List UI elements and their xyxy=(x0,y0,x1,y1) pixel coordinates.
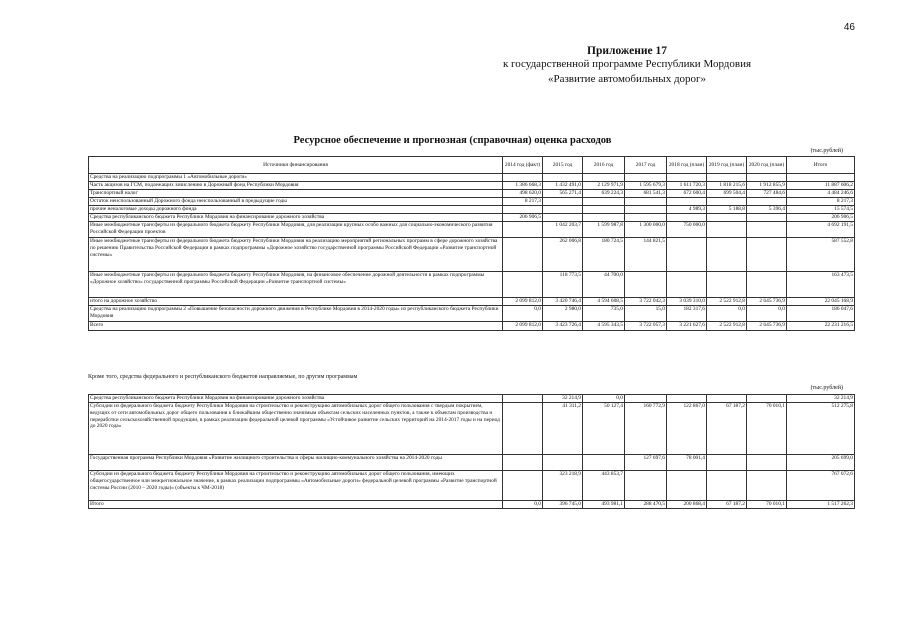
row-value xyxy=(625,272,667,298)
row-value: 1 300 000,0 xyxy=(625,222,667,238)
row-value xyxy=(503,174,543,182)
row-value: 1 912 855,9 xyxy=(747,182,787,190)
row-value: 2 645 736,9 xyxy=(747,298,787,306)
row-value: 727 484,6 xyxy=(747,190,787,198)
header-year-5: 2018 год (план) xyxy=(667,157,707,174)
table-row xyxy=(89,214,855,222)
row-value: 118 773,5 xyxy=(543,272,583,298)
row-value xyxy=(503,206,543,214)
row-value: 323 218,9 xyxy=(543,471,583,501)
row-value: 4 989,3 xyxy=(667,206,707,214)
table-row xyxy=(89,198,855,206)
table-row xyxy=(89,206,855,214)
appendix-title: Приложение 17 xyxy=(587,45,667,57)
row-value: 565 271,4 xyxy=(543,190,583,198)
row-value: 2 099 812,0 xyxy=(503,298,543,306)
row-value xyxy=(503,272,543,298)
row-value: 2 522 912,8 xyxy=(707,322,747,331)
row-value xyxy=(583,455,625,471)
table-row xyxy=(89,298,855,306)
row-value: 5 396,4 xyxy=(747,206,787,214)
row-value: 3 423 726,4 xyxy=(543,322,583,331)
unit-label-1: (тыс.рублей) xyxy=(810,148,843,154)
header-year-7: 2020 год (план) xyxy=(747,157,787,174)
row-value xyxy=(543,206,583,214)
row-value: 3 221 627,6 xyxy=(667,322,707,331)
row-value: 3 039 310,0 xyxy=(667,298,707,306)
table-row xyxy=(89,272,855,298)
row-value: 70 010,1 xyxy=(747,501,787,509)
table-title: Ресурсное обеспечение и прогнозная (справочная) оценка расходов xyxy=(293,135,612,146)
row-value xyxy=(707,222,747,238)
appendix-line-1: к государственной программе Республики Мордовия xyxy=(502,58,752,70)
row-value xyxy=(667,214,707,222)
table-row xyxy=(89,403,855,455)
row-value: 206 906,5 xyxy=(787,214,855,222)
row-value: 1 595 679,3 xyxy=(625,182,667,190)
row-value xyxy=(583,214,625,222)
table-row xyxy=(89,395,855,403)
row-value: 4 484 246,6 xyxy=(787,190,855,198)
table-row xyxy=(89,306,855,322)
row-value xyxy=(667,272,707,298)
table-row xyxy=(89,222,855,238)
row-value xyxy=(707,198,747,206)
row-value: 3 722 057,3 xyxy=(625,322,667,331)
table-row xyxy=(89,238,855,272)
table-row xyxy=(89,501,855,509)
row-value xyxy=(583,174,625,182)
row-value xyxy=(707,395,747,403)
row-value: 8 217,3 xyxy=(503,198,543,206)
row-value: 32 214,9 xyxy=(543,395,583,403)
row-value: 443 853,7 xyxy=(583,471,625,501)
row-value xyxy=(543,198,583,206)
row-value xyxy=(543,455,583,471)
row-value: 186 047,6 xyxy=(787,306,855,322)
other-programs-table xyxy=(88,394,855,509)
row-label: Средства республиканского бюджета Республики Мордовия на финансирование дорожного хозяйства xyxy=(89,395,503,403)
row-value: 0,0 xyxy=(747,306,787,322)
row-value: 0,0 xyxy=(707,306,747,322)
row-value: 22 045 168,9 xyxy=(787,298,855,306)
row-value xyxy=(503,471,543,501)
table-row xyxy=(89,322,855,331)
row-label: Субсидии из федерального бюджета бюджету Республики Мордовия на строительство и реконструкцию автомобильных дорог общего пользования, имеющих общегосударственное или межрегиональное значение, в рамках реализации подпрограммы «Автомобильные дороги» федеральной целевой программы «Развитие транспортной системы России (2010 – 2020 годы)» (объекты к ЧМ-2018) xyxy=(89,471,503,501)
row-label: прочие неналоговые доходы дорожного фонда xyxy=(89,206,503,214)
row-value: 144 821,5 xyxy=(625,238,667,272)
row-value xyxy=(503,238,543,272)
row-value: 41 311,2 xyxy=(543,403,583,455)
row-value: 5 188,8 xyxy=(707,206,747,214)
row-value xyxy=(503,222,543,238)
header-year-4: 2017 год xyxy=(625,157,667,174)
row-value xyxy=(543,214,583,222)
header-year-6: 2019 год (план) xyxy=(707,157,747,174)
row-value: 4 595 343,5 xyxy=(583,322,625,331)
row-value xyxy=(503,395,543,403)
header-year-3: 2016 год xyxy=(583,157,625,174)
row-value: 4 692 191,5 xyxy=(787,222,855,238)
row-value: 206 906,5 xyxy=(503,214,543,222)
row-label: Часть акцизов на ГСМ, подлежащих зачислению в Дорожный фонд Республики Мордовия xyxy=(89,182,503,190)
row-value xyxy=(707,214,747,222)
row-value: 2 522 912,8 xyxy=(707,298,747,306)
row-value: 639 224,3 xyxy=(583,190,625,198)
row-value: 78 001,4 xyxy=(667,455,707,471)
row-label: Иные межбюджетные трансферты из федерального бюджета бюджету Республики Мордовия, для реализации крупных особо важных для социально-экономического развития Российской Федерации проектов xyxy=(89,222,503,238)
row-value: 1 386 668,3 xyxy=(503,182,543,190)
row-value xyxy=(747,198,787,206)
row-value: 767 072,6 xyxy=(787,471,855,501)
row-value: 1 517 262,3 xyxy=(787,501,855,509)
row-value: 493 981,1 xyxy=(583,501,625,509)
row-value: 1 611 720,3 xyxy=(667,182,707,190)
header-year-2: 2015 год xyxy=(543,157,583,174)
row-label: Субсидии из федерального бюджета бюджету Республики Мордовия на строительство и реконструкцию автомобильных дорог общего пользования с твердым покрытием, ведущих от сети автомобильных дорог общего пользования к ближайшим общественно значимым объектам сельских населенных пунктов, а также к объектам производства и переработки сельскохозяйственной продукции, в рамках реализации федеральной целевой программы «Устойчивое развитие сельских территорий на 2014-2017 годы и на период до 2020 года» xyxy=(89,403,503,455)
row-value: 3 420 746,4 xyxy=(543,298,583,306)
table-row xyxy=(89,455,855,471)
appendix-header xyxy=(467,45,787,87)
row-label: Иные межбюджетные трансферты из федерального бюджета бюджету Республики Мордовия на реализацию мероприятий региональных программ в сфере дорожного хозяйства по решению Правительства Российской Федерации в рамках подпрограммы «Дорожное хозяйство государственной программы Российской Федерации «Развитие транспортной системы» xyxy=(89,238,503,272)
row-label: Транспортный налог xyxy=(89,190,503,198)
row-value: 699 504,4 xyxy=(707,190,747,198)
row-label: итого на дорожное хозяйство xyxy=(89,298,503,306)
row-value: 4 594 608,5 xyxy=(583,298,625,306)
row-value: 15 574,5 xyxy=(787,206,855,214)
row-value xyxy=(747,471,787,501)
row-value: 498 620,0 xyxy=(503,190,543,198)
row-value xyxy=(667,238,707,272)
row-value: 288 470,5 xyxy=(625,501,667,509)
row-value xyxy=(503,403,543,455)
row-value xyxy=(707,272,747,298)
row-value: 735,0 xyxy=(583,306,625,322)
row-value xyxy=(747,238,787,272)
row-value: 2 129 971,9 xyxy=(583,182,625,190)
row-value xyxy=(667,471,707,501)
row-value xyxy=(625,471,667,501)
page-number: 46 xyxy=(843,22,855,33)
table-row xyxy=(89,174,855,182)
row-value: 50 127,4 xyxy=(583,403,625,455)
header-year-1: 2014 год (факт) xyxy=(503,157,543,174)
row-value: 8 217,3 xyxy=(787,198,855,206)
row-value: 3 722 042,3 xyxy=(625,298,667,306)
row-value: 0,0 xyxy=(503,306,543,322)
row-value: 163 473,5 xyxy=(787,272,855,298)
row-value: 67 187,2 xyxy=(707,501,747,509)
row-value xyxy=(583,198,625,206)
row-label: Государственная программа Республики Мордовия «Развитие жилищного строительства и сферы жилищно-коммунального хозяйства на 2014-2020 годы xyxy=(89,455,503,471)
row-value: 160 772,9 xyxy=(625,403,667,455)
row-value: 122 867,0 xyxy=(667,403,707,455)
row-label: Иные межбюджетные трансферты из федерального бюджета бюджету Республики Мордовия, на финансовое обеспечение дорожной деятельности в рамках подпрограммы «Дорожное хозяйство» государственной программы Российской Федерации «Развитие транспортной системы» xyxy=(89,272,503,298)
row-value: 2 645 736,9 xyxy=(747,322,787,331)
row-value: 262 006,8 xyxy=(543,238,583,272)
row-label: Средства на реализацию подпрограммы 1 «Автомобильные дороги» xyxy=(89,174,503,182)
row-value: 2 099 812,0 xyxy=(503,322,543,331)
row-value xyxy=(747,214,787,222)
row-value: 396 745,0 xyxy=(543,501,583,509)
note-text: Кроме того, средства федерального и республиканского бюджетов направляемые, по другим программам xyxy=(88,374,358,380)
row-value xyxy=(625,206,667,214)
row-value: 1 432 491,0 xyxy=(543,182,583,190)
row-value: 2 980,0 xyxy=(543,306,583,322)
row-value: 1 599 987,8 xyxy=(583,222,625,238)
resource-table xyxy=(88,156,855,331)
row-value: 44 700,0 xyxy=(583,272,625,298)
appendix-line-2: «Развитие автомобильных дорог» xyxy=(547,73,707,85)
row-value: 127 697,6 xyxy=(625,455,667,471)
row-value: 0,0 xyxy=(503,501,543,509)
row-value xyxy=(625,198,667,206)
row-value xyxy=(747,174,787,182)
row-value xyxy=(707,174,747,182)
row-value: 681 541,3 xyxy=(625,190,667,198)
row-value: 70 010,1 xyxy=(747,403,787,455)
row-value: 1 818 215,6 xyxy=(707,182,747,190)
row-label: Средства республиканского бюджета Республики Мордовия на финансирование дорожного хозяйства xyxy=(89,214,503,222)
unit-label-2: (тыс.рублей) xyxy=(810,385,843,391)
row-value xyxy=(747,222,787,238)
row-value: 205 699,0 xyxy=(787,455,855,471)
row-value xyxy=(625,214,667,222)
row-value xyxy=(583,206,625,214)
row-value: 750 000,0 xyxy=(667,222,707,238)
row-value: 200 868,4 xyxy=(667,501,707,509)
row-value: 67 187,2 xyxy=(707,403,747,455)
row-value: 22 231 216,5 xyxy=(787,322,855,331)
row-label: Итого xyxy=(89,501,503,509)
row-value xyxy=(625,174,667,182)
row-value xyxy=(707,455,747,471)
row-value xyxy=(543,174,583,182)
table-row xyxy=(89,190,855,198)
row-value xyxy=(707,238,747,272)
row-value xyxy=(667,174,707,182)
table-row xyxy=(89,182,855,190)
row-value: 1 042 203,7 xyxy=(543,222,583,238)
row-value: 180 724,5 xyxy=(583,238,625,272)
row-value: 672 600,4 xyxy=(667,190,707,198)
table-row xyxy=(89,471,855,501)
row-label: Всего xyxy=(89,322,503,331)
row-value: 182 317,6 xyxy=(667,306,707,322)
row-value xyxy=(747,272,787,298)
row-value: 0,0 xyxy=(583,395,625,403)
row-value: 32 214,9 xyxy=(787,395,855,403)
table-header-row xyxy=(89,157,855,174)
header-source: Источники финансирования xyxy=(89,157,503,174)
row-value: 15,0 xyxy=(625,306,667,322)
row-value: 11 887 606,2 xyxy=(787,182,855,190)
row-value: 587 552,8 xyxy=(787,238,855,272)
row-value xyxy=(625,395,667,403)
row-value xyxy=(667,395,707,403)
row-value xyxy=(707,471,747,501)
row-value xyxy=(747,455,787,471)
row-value xyxy=(787,174,855,182)
row-value xyxy=(667,198,707,206)
row-label: Средства на реализацию подпрограммы 2 «Повышение безопасности дорожного движения в Республике Мордовия в 2014-2020 годы» из республиканского бюджета Республики Мордовия xyxy=(89,306,503,322)
row-value: 512 275,8 xyxy=(787,403,855,455)
row-value xyxy=(747,395,787,403)
row-value xyxy=(503,455,543,471)
row-label: Остаток неиспользованный Дорожного фонда неиспользованный в предыдущие годы xyxy=(89,198,503,206)
header-year-8: Итого xyxy=(787,157,855,174)
